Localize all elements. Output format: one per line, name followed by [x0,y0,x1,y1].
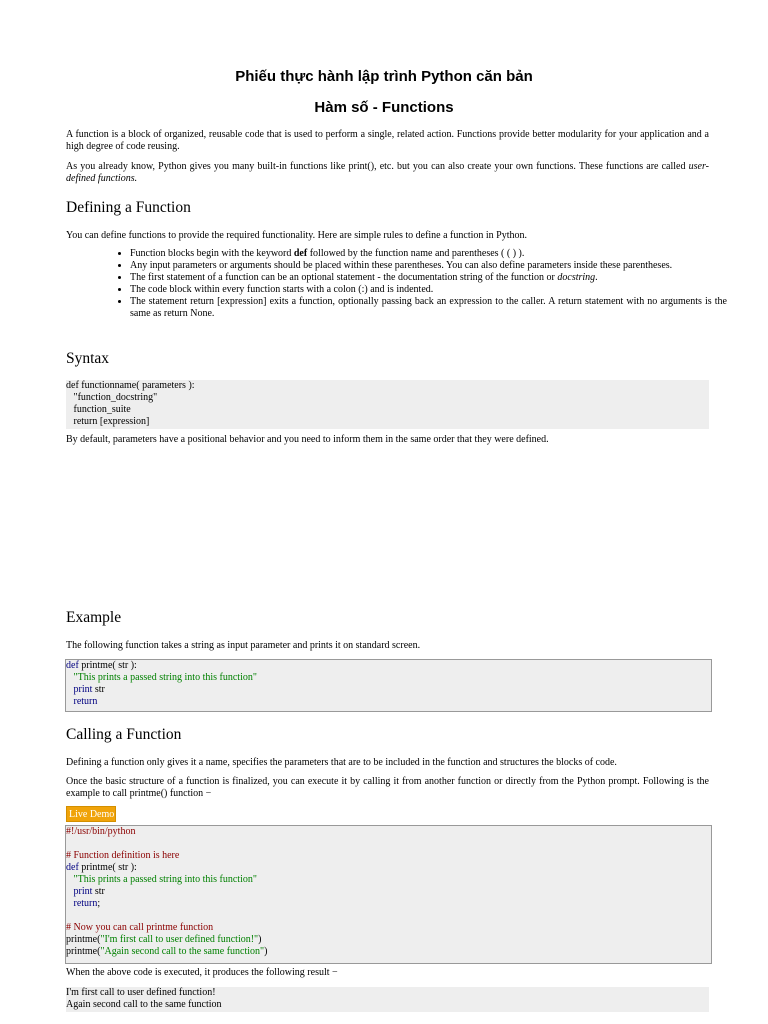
rule-emphasis: docstring [557,272,596,283]
code-line: function_suite [66,404,131,415]
code-comment: # Now you can call printme function [66,922,214,933]
rule-text: Function blocks begin with the keyword [130,248,294,259]
code-keyword: return [66,898,98,909]
code-keyword: def [66,660,79,671]
output-line: Again second call to the same function [66,999,222,1010]
code-text: printme( [66,946,101,957]
intro-emphasis: user-defined functions. [66,161,709,184]
heading-defining-function: Defining a Function [66,199,191,216]
code-line [66,898,711,910]
result-lead: When the above code is executed, it produces the following result − [66,967,338,978]
document-subtitle: Hàm số - Functions [314,99,454,116]
intro-text: As you already know, Python gives you many built-in functions like print(), etc. but you can also create your own functions. These functions are called [66,161,689,172]
code-string: "Again second call to the same function" [100,946,265,957]
rule-item: • The statement return [expression] exits a function, optionally passing back an expression to the caller. A return statement with no arguments is the same as return None. [130,296,727,320]
live-demo-button[interactable]: Live Demo [66,806,116,822]
code-text: printme( [66,934,101,945]
rule-keyword: def [293,248,308,259]
code-text: ) [264,946,268,957]
code-string: "I'm first call to user defined function!" [100,934,259,945]
rule-text: The first statement of a function can be an optional statement - the documentation string of the function or [130,272,558,283]
intro-paragraph-2 [66,161,709,185]
defining-lead: You can define functions to provide the required functionality. Here are simple rules to define a function in Python. [66,230,527,241]
code-line: def functionname( parameters ): [66,380,195,391]
document-title: Phiếu thực hành lập trình Python căn bản [235,68,533,85]
code-text: printme( str ): [78,862,137,873]
code-keyword: print [66,684,93,695]
rule-item: • Any input parameters or arguments should be placed within these parentheses. You can also define parameters inside these parentheses. [130,260,727,272]
code-line [66,946,711,958]
output-line: I'm first call to user defined function! [66,987,216,998]
code-text: str [92,684,105,695]
code-comment: #!/usr/bin/python [66,826,136,837]
code-comment: # Function definition is here [66,850,180,861]
code-blank-line [66,838,711,850]
heading-example: Example [66,609,122,626]
code-line [66,886,711,898]
code-string: "This prints a passed string into this function" [66,672,257,683]
code-blank-line [66,910,711,922]
code-text: str [92,886,105,897]
rule-item [130,272,727,284]
syntax-note: By default, parameters have a positional behavior and you need to inform them in the same order that they were defined. [66,434,549,445]
heading-calling-function: Calling a Function [66,726,182,743]
rules-list [112,248,727,320]
code-text: printme( str ): [78,660,137,671]
rule-item [130,248,727,260]
output-block [66,987,709,1012]
code-keyword: print [66,886,93,897]
code-line: return [expression] [66,416,150,427]
rule-text: followed by the function name and parentheses ( ( ) ). [307,248,525,259]
code-keyword: return [66,696,98,707]
example-code-block [65,659,712,712]
code-line [66,934,711,946]
calling-code-block [65,825,712,964]
rule-item: • The code block within every function starts with a colon (:) and is indented. [130,284,727,296]
intro-paragraph-1: A function is a block of organized, reusable code that is used to perform a single, related action. Functions provide better modularity for your application and a high degree of code reusing. [66,129,709,152]
rule-text: . [595,272,598,283]
code-line [66,660,711,672]
code-keyword: def [66,862,79,873]
code-text: ) [258,934,262,945]
code-line [66,684,711,696]
code-text: ; [97,898,101,909]
calling-paragraph-2: Once the basic structure of a function is finalized, you can execute it by calling it from another function or directly from the Python prompt. Following is the example to call printme() function − [66,776,709,799]
code-line: "function_docstring" [66,392,158,403]
code-string: "This prints a passed string into this function" [66,874,257,885]
calling-paragraph-1: Defining a function only gives it a name, specifies the parameters that are to be included in the function and structures the blocks of code. [66,757,617,768]
code-line [66,862,711,874]
syntax-code-block [66,380,709,429]
example-lead: The following function takes a string as input parameter and prints it on standard screen. [66,640,421,651]
heading-syntax: Syntax [66,350,110,367]
